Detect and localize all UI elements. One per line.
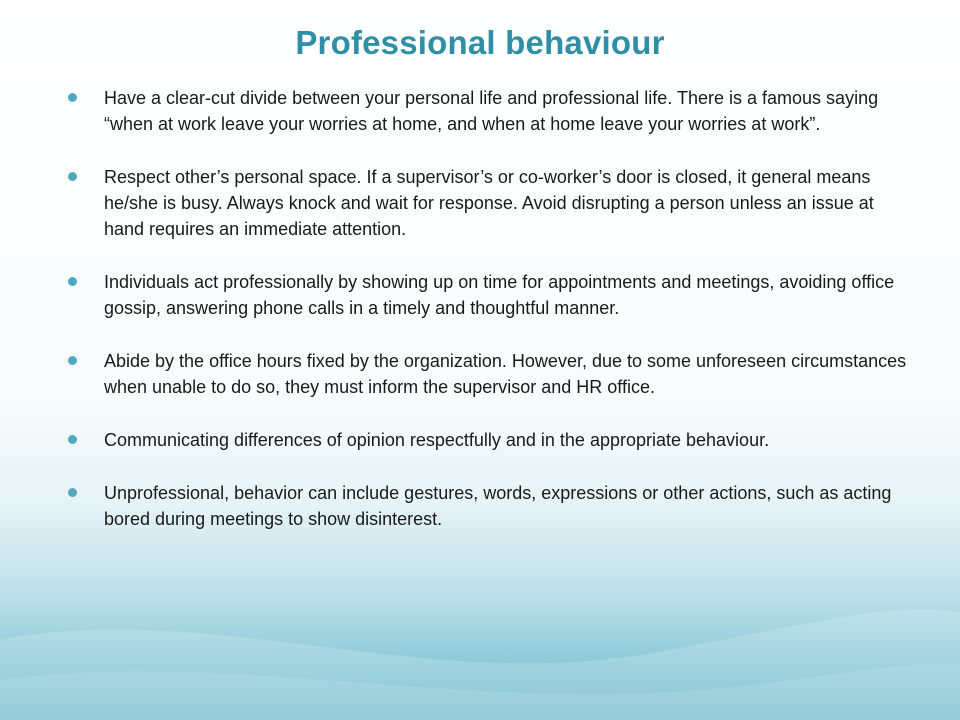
bullet-item	[66, 427, 916, 453]
bullet-item	[66, 164, 916, 242]
bullet-text: Unprofessional, behavior can include gestures, words, expressions or other actions, such as acting bored during meetings to show disinterest.	[104, 483, 892, 529]
bullet-item	[66, 269, 916, 321]
bullet-text: Abide by the office hours fixed by the organization. However, due to some unforeseen circumstances when unable to do so, they must inform the supervisor and HR office.	[104, 351, 907, 397]
bullet-item	[66, 348, 916, 400]
bullet-dot-icon	[68, 172, 77, 181]
bullet-dot-icon	[68, 356, 77, 365]
bullet-item	[66, 480, 916, 532]
slide-title: Professional behaviour	[295, 24, 665, 61]
bullet-text: Respect other’s personal space. If a supervisor’s or co-worker’s door is closed, it general means he/she is busy. Always knock and wait for response. Avoid disrupting a person unless an issue at hand requires an immediate attention.	[104, 167, 874, 239]
bullet-text: Individuals act professionally by showing up on time for appointments and meetings, avoiding office gossip, answering phone calls in a timely and thoughtful manner.	[104, 272, 895, 318]
bullet-list	[66, 85, 916, 559]
bullet-item	[66, 85, 916, 137]
bullet-text: Have a clear-cut divide between your personal life and professional life. There is a famous saying “when at work leave your worries at home, and when at home leave your worries at work”.	[104, 88, 879, 134]
bullet-dot-icon	[68, 93, 77, 102]
bullet-dot-icon	[68, 435, 77, 444]
bullet-dot-icon	[68, 277, 77, 286]
bullet-text: Communicating differences of opinion respectfully and in the appropriate behaviour.	[104, 430, 770, 450]
bullet-dot-icon	[68, 488, 77, 497]
